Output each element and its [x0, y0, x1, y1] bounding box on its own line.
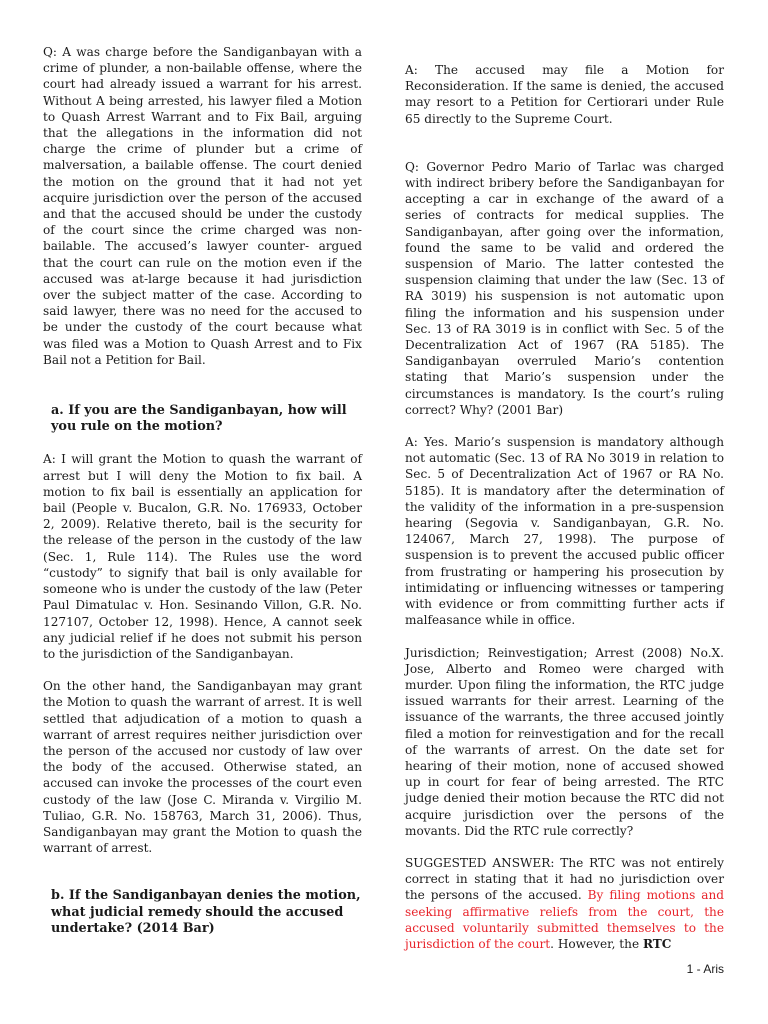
heading-question-a: a. If you are the Sandiganbayan, how will you rule on the motion? [51, 403, 347, 435]
heading-question-b: b. If the Sandiganbayan denies the motion, what judicial remedy should the accused undertake? (2014 Bar) [51, 888, 361, 936]
suggested-answer-rtc: RTC [642, 936, 672, 951]
answer-a: A: I will grant the Motion to quash the warrant of arrest but I will deny the Motion to fix bail. A motion to fix bail is essentially an application for bail (People v. Bucalon, G.R. No. 176933, October 2, 2009). Relative thereto, bail is the security for the release of the person in the custody of the law (Sec. 1, Rule 114). The Rules use the word “custody” to signify that bail is only available for someone who is under the custody of the law (Peter Paul Dimatulac v. Hon. Sesinando Villon, G.R. No. 127107, October 12, 1998). Hence, A cannot seek any judicial relief if he does not submit his person to the jurisdiction of the Sandiganbayan. [43, 452, 362, 661]
answer-mario: A: Yes. Mario’s suspension is mandatory although not automatic (Sec. 13 of RA No 3019 in relation to Sec. 5 of Decentralization Act of 1967 or RA No. 5185). It is mandatory after the determination of the validity of the information in a pre-suspension hearing (Segovia v. Sandiganbayan, G.R. No. 124067, March 27, 1998). The purpose of suspension is to prevent the accused public officer from frustrating or hampering his prosecution by intimidating or influencing witnesses or tampering with evidence or from committing further acts if malfeasance while in office. [405, 435, 724, 628]
page-footer: 1 - Aris [686, 962, 724, 976]
suggested-answer [405, 855, 724, 952]
question-plunder: Q: A was charge before the Sandiganbayan with a crime of plunder, a non-bailable offense, where the court had already issued a warrant for his arrest. Without A being arrested, his lawyer filed a Motion to Quash Arrest Warrant and to Fix Bail, arguing that the allegations in the information did not charge the crime of plunder but a crime of malversation, a bailable offense. The court denied the motion on the ground that it had not yet acquire jurisdiction over the person of the accused and that the accused should be under the custody of the court since the crime charged was non-bailable. The accused’s lawyer counter- argued that the court can rule on the motion even if the accused was at-large because it had jurisdiction over the subject matter of the case. According to said lawyer, there was no need for the accused to be under the custody of the court because what was filed was a Motion to Quash Arrest and to Fix Bail not a Petition for Bail. [43, 45, 362, 367]
question-reinvestigation: Jurisdiction; Reinvestigation; Arrest (2008) No.X. Jose, Alberto and Romeo were charged with murder. Upon filing the information, the RTC judge issued warrants for their arrest. Learning of the issuance of the warrants, the three accused jointly filed a motion for reinvestigation and for the recall of the warrants of arrest. On the date set for hearing of their motion, none of accused showed up in court for fear of being arrested. The RTC judge denied their motion because the RTC did not acquire jurisdiction over the persons of the movants. Did the RTC rule correctly? [405, 645, 724, 838]
suggested-answer-mid: . However, the [550, 936, 643, 951]
right-column [405, 62, 724, 952]
question-mario: Q: Governor Pedro Mario of Tarlac was charged with indirect bribery before the Sandiganbayan for accepting a car in exchange of the award of a series of contracts for medical supplies. The Sandiganbayan, after going over the information, found the same to be valid and ordered the suspension of Mario. The latter contested the suspension claiming that under the law (Sec. 13 of RA 3019) his suspension is not automatic upon filing the information and his suspension under Sec. 13 of RA 3019 is in conflict with Sec. 5 of the Decentralization Act of 1967 (RA 5185). The Sandiganbayan overruled Mario’s contention stating that Mario’s suspension under the circumstances is mandatory. Is the court’s ruling correct? Why? (2001 Bar) [405, 159, 724, 417]
answer-b: A: The accused may file a Motion for Reconsideration. If the same is denied, the accused may resort to a Petition for Certiorari under Rule 65 directly to the Supreme Court. [405, 63, 724, 126]
left-column [43, 44, 362, 937]
suggested-answer-highlight: By filing motions and seeking affirmative reliefs from the court, the accused voluntarily submitted themselves to the jurisdiction of the court [405, 888, 724, 951]
suggested-answer-start: SUGGESTED ANSWER: The RTC was not entirely correct in stating that it had no jurisdiction over the persons of the accused. [405, 855, 724, 903]
answer-a-continued: On the other hand, the Sandiganbayan may grant the Motion to quash the warrant of arrest. It is well settled that adjudication of a motion to quash a warrant of arrest requires neither jurisdiction over the person of the accused nor custody of law over the body of the accused. Otherwise stated, an accused can invoke the processes of the court even custody of the law (Jose C. Miranda v. Virgilio M. Tuliao, G.R. No. 158763, March 31, 2006). Thus, Sandiganbayan may grant the Motion to quash the warrant of arrest. [43, 679, 362, 856]
